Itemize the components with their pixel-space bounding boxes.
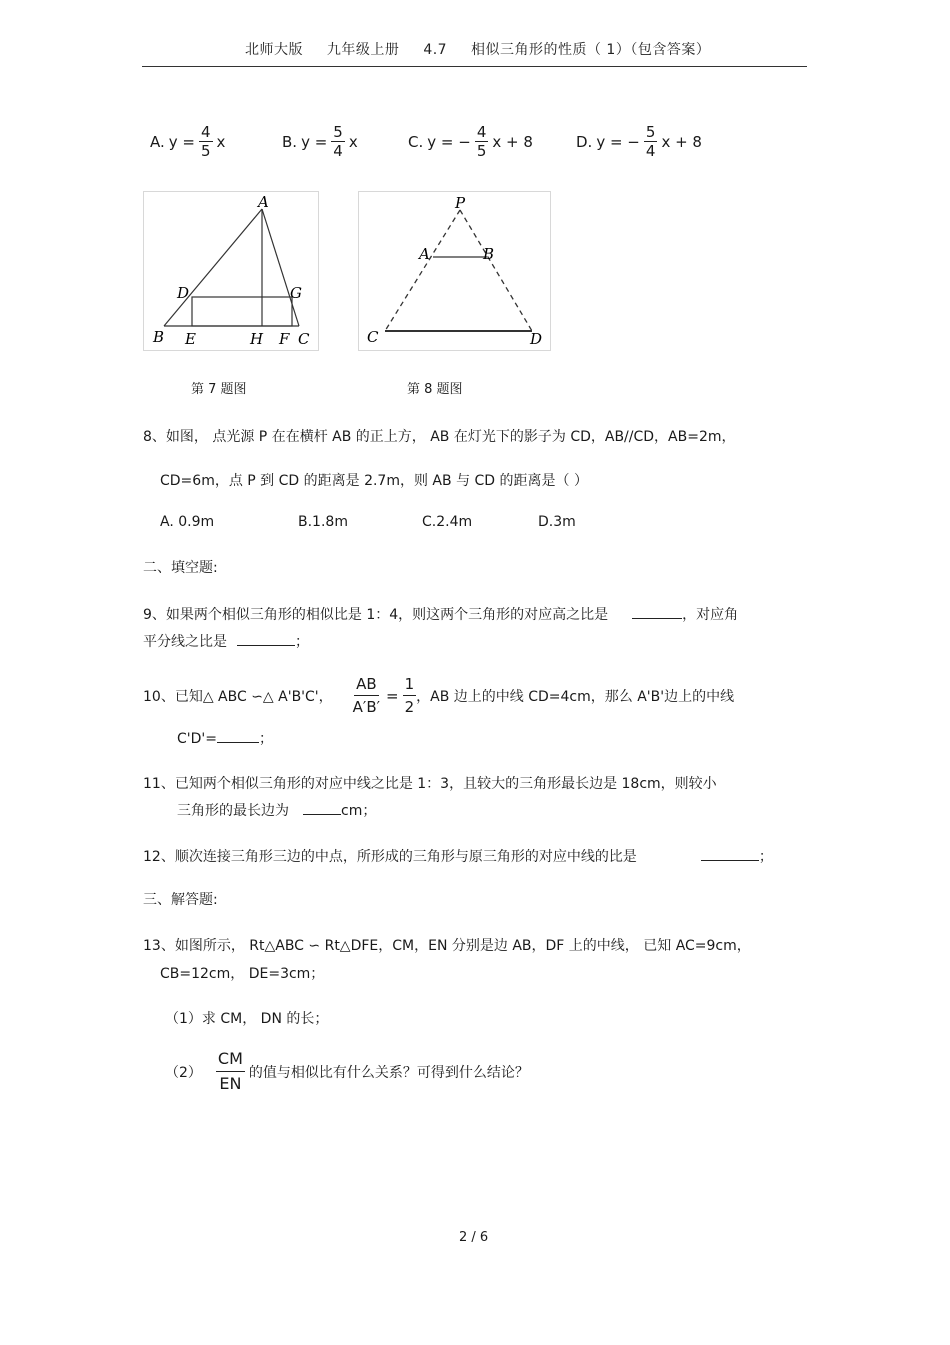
page-header — [245, 39, 710, 59]
figure-8 — [358, 191, 551, 351]
q10-blank — [217, 728, 259, 743]
header-grade: 九年级上册 — [326, 42, 400, 58]
q8-option-c: C.2.4m — [422, 514, 473, 530]
q9-blank-2 — [237, 631, 295, 646]
header-publisher: 北师大版 — [245, 42, 303, 58]
q13-part2: （2） $\frac{CM}{EN}$ 的值与相似比有什么关系？可得到什么结论？ — [165, 1047, 529, 1096]
q10-fraction-ratio: $\frac{1}{2}$ — [404, 675, 415, 716]
fig8-ray-pd — [460, 210, 532, 331]
q8-option-d: D.3m — [538, 514, 576, 530]
q8-line1: 8、如图， 点光源 P 在在横杆 AB 的正上方， AB 在灯光下的影子为 CD，AB//CD，AB=2m， — [143, 429, 736, 445]
q8-line2: CD=6m，点 P 到 CD 的距离是 2.7m，则 AB 与 CD 的距离是（ ） — [160, 473, 588, 489]
header-title: 相似三角形的性质（ 1）（包含答案） — [470, 42, 711, 58]
q11-line1: 11、已知两个相似三角形的对应中线之比是 1：3，且较大的三角形最长边是 18cm，则较小 — [143, 776, 717, 792]
q11-blank — [303, 800, 341, 815]
fig7-side-ab — [164, 209, 262, 326]
q7-option-c: C. y = − $\frac{4}{5}$ x + 8 — [408, 123, 533, 160]
q9-line1: 9、如果两个相似三角形的相似比是 1：4，则这两个三角形的对应高之比是 ，对应角 — [143, 604, 738, 624]
q13-line2: CB=12cm， DE=3cm； — [160, 966, 325, 982]
fig7-label-b: B — [153, 328, 165, 346]
q8-option-a: A. 0.9m — [160, 514, 215, 530]
figure-7 — [143, 191, 319, 351]
fig7-rectangle-defg — [192, 297, 292, 326]
fig7-label-g: G — [290, 284, 302, 302]
q10-line2: C'D'= ； — [177, 728, 273, 748]
fig8-label-c: C — [367, 328, 379, 346]
q13-line1: 13、如图所示， Rt△ABC ∽ Rt△DFE，CM，EN 分别是边 AB，DF 上的中线， 已知 AC=9cm， — [143, 938, 751, 954]
fig8-label-a: A — [419, 245, 430, 263]
fig8-label-p: P — [455, 194, 466, 212]
section-3-heading: 三、解答题: — [143, 892, 218, 908]
fig8-ray-pc — [385, 210, 460, 331]
q12-blank — [701, 846, 759, 861]
fig7-label-f: F — [279, 330, 290, 348]
fig7-label-d: D — [177, 284, 190, 302]
q12-line: 12、顺次连接三角形三边的中点，所形成的三角形与原三角形的对应中线的比是 ； — [143, 846, 773, 866]
section-2-heading: 二、填空题: — [143, 560, 218, 576]
fig8-label-b: B — [483, 245, 495, 263]
q13-fraction-cm-en: $\frac{CM}{EN}$ — [217, 1049, 243, 1093]
q10-line1: 10、已知△ ABC ∽△ A'B'C'， $\frac{AB}{A'B'}$ = $\frac{1}{2}$ ，AB 边上的中线 CD=4cm，那么 A'B'边上的中线 — [143, 675, 735, 716]
q11-line2: 三角形的最长边为 cm； — [177, 800, 376, 820]
q9-line2: 平分线之比是 ； — [143, 631, 309, 651]
header-section: 4.7 — [423, 42, 448, 58]
q7-option-d: D. y = − $\frac{5}{4}$ x + 8 — [576, 123, 702, 160]
q7-option-a: A. y = $\frac{4}{5}$ x — [150, 123, 226, 160]
figure-7-caption: 第 7 题图 — [191, 382, 247, 397]
fig7-side-ac — [262, 209, 299, 326]
fig7-label-a: A — [258, 193, 269, 211]
q8-option-b: B.1.8m — [298, 514, 348, 530]
q10-fraction-ab: $\frac{AB}{A'B'}$ — [352, 675, 381, 716]
q13-part1: （1）求 CM， DN 的长； — [165, 1011, 329, 1027]
q7-option-b: B. y = $\frac{5}{4}$ x — [282, 123, 358, 160]
q9-blank-1 — [632, 604, 682, 619]
fig7-label-e: E — [185, 330, 196, 348]
fig7-label-h: H — [250, 330, 264, 348]
fig8-label-d: D — [530, 330, 543, 348]
header-rule — [142, 66, 807, 67]
figure-8-caption: 第 8 题图 — [407, 382, 463, 397]
page-number: 2 / 6 — [459, 1230, 489, 1245]
fig7-label-c: C — [298, 330, 310, 348]
